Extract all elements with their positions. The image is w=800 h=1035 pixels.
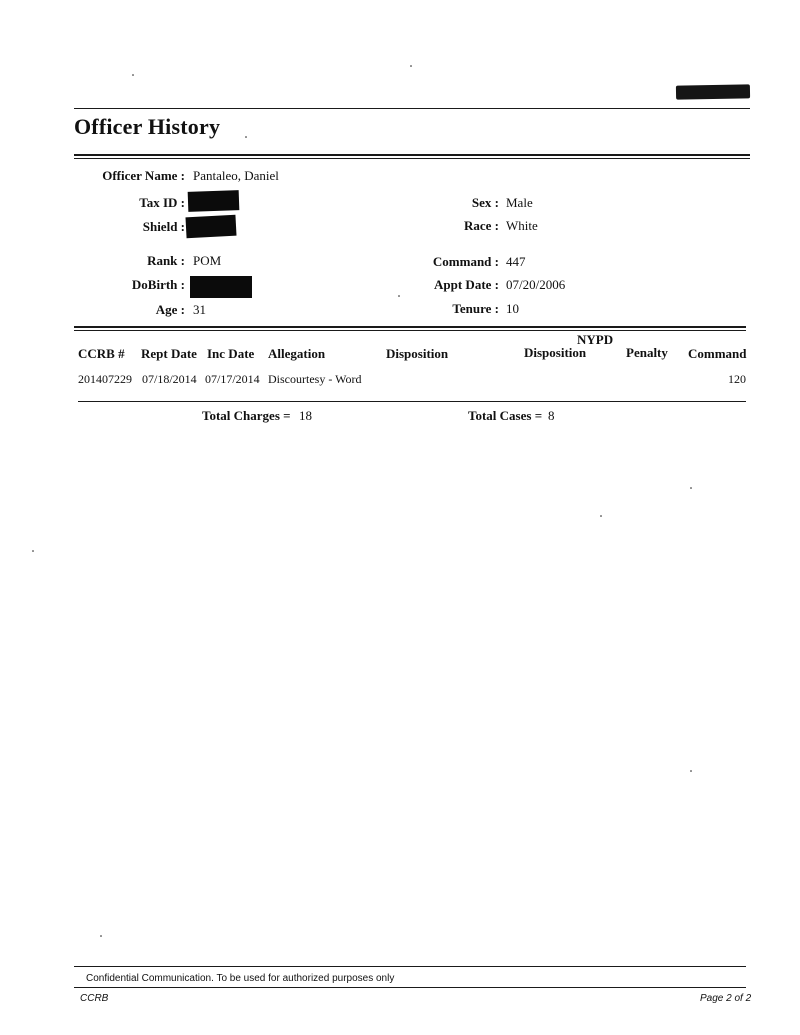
tenure-label: Tenure : — [452, 301, 499, 316]
header-rule-2 — [74, 158, 750, 159]
appt-date-value: 07/20/2006 — [506, 277, 566, 292]
footer-page-number: Page 2 of 2 — [700, 993, 752, 1004]
dob-label: DoBirth : — [131, 277, 185, 292]
shield-redaction — [185, 215, 236, 239]
header-allegation: Allegation — [268, 346, 326, 361]
sex-label: Sex : — [471, 195, 499, 210]
header-command: Command — [688, 346, 747, 361]
dob-redaction — [190, 276, 252, 298]
command-label: Command : — [432, 254, 499, 269]
age-value: 31 — [193, 302, 206, 317]
command-value: 447 — [506, 254, 526, 269]
total-charges-label: Total Charges = — [202, 408, 291, 423]
header-penalty: Penalty — [626, 345, 668, 360]
table-bottom-rule — [78, 401, 746, 402]
footer-top-rule — [74, 966, 746, 967]
tax-id-redaction — [188, 190, 240, 212]
table-top-rule — [74, 326, 746, 328]
scan-speck — [132, 74, 134, 76]
row-command: 120 — [728, 372, 746, 386]
header-ccrb: CCRB # — [78, 346, 125, 361]
age-label: Age : — [155, 302, 185, 317]
table-top-rule-2 — [74, 330, 746, 331]
tax-id-label: Tax ID : — [139, 195, 185, 210]
scan-speck — [32, 550, 34, 552]
sex-value: Male — [506, 195, 533, 210]
redaction-mark-header — [676, 84, 750, 99]
rank-value: POM — [193, 253, 222, 268]
header-top-rule — [74, 108, 750, 109]
officer-name-label: Officer Name : — [102, 168, 185, 183]
header-nypd-disposition: Disposition — [524, 345, 587, 360]
scan-speck — [398, 295, 400, 297]
header-rule-1 — [74, 154, 750, 156]
scan-speck — [100, 935, 102, 937]
total-cases-label: Total Cases = — [468, 408, 543, 423]
footer-bottom-rule — [74, 987, 746, 988]
tenure-value: 10 — [506, 301, 519, 316]
header-rept-date: Rept Date — [141, 346, 197, 361]
header-inc-date: Inc Date — [207, 346, 255, 361]
row-rept-date: 07/18/2014 — [142, 372, 197, 386]
scan-speck — [410, 65, 412, 67]
rank-label: Rank : — [147, 253, 185, 268]
total-charges-value: 18 — [299, 408, 312, 423]
scan-speck — [690, 487, 692, 489]
footer-agency: CCRB — [80, 993, 109, 1004]
shield-label: Shield : — [142, 219, 185, 234]
header-disposition: Disposition — [386, 346, 449, 361]
header-nypd: NYPD — [577, 332, 614, 347]
scan-speck — [600, 515, 602, 517]
race-value: White — [506, 218, 538, 233]
appt-date-label: Appt Date : — [434, 277, 499, 292]
officer-name-value: Pantaleo, Daniel — [193, 168, 279, 183]
row-allegation: Discourtesy - Word — [268, 372, 362, 386]
confidential-notice: Confidential Communication. To be used for authorized purposes only — [86, 973, 395, 984]
row-ccrb: 201407229 — [78, 372, 132, 386]
scan-speck — [245, 136, 247, 138]
race-label: Race : — [463, 218, 499, 233]
page-title: Officer History — [74, 114, 221, 139]
total-cases-value: 8 — [548, 408, 555, 423]
scan-speck — [690, 770, 692, 772]
row-inc-date: 07/17/2014 — [205, 372, 260, 386]
